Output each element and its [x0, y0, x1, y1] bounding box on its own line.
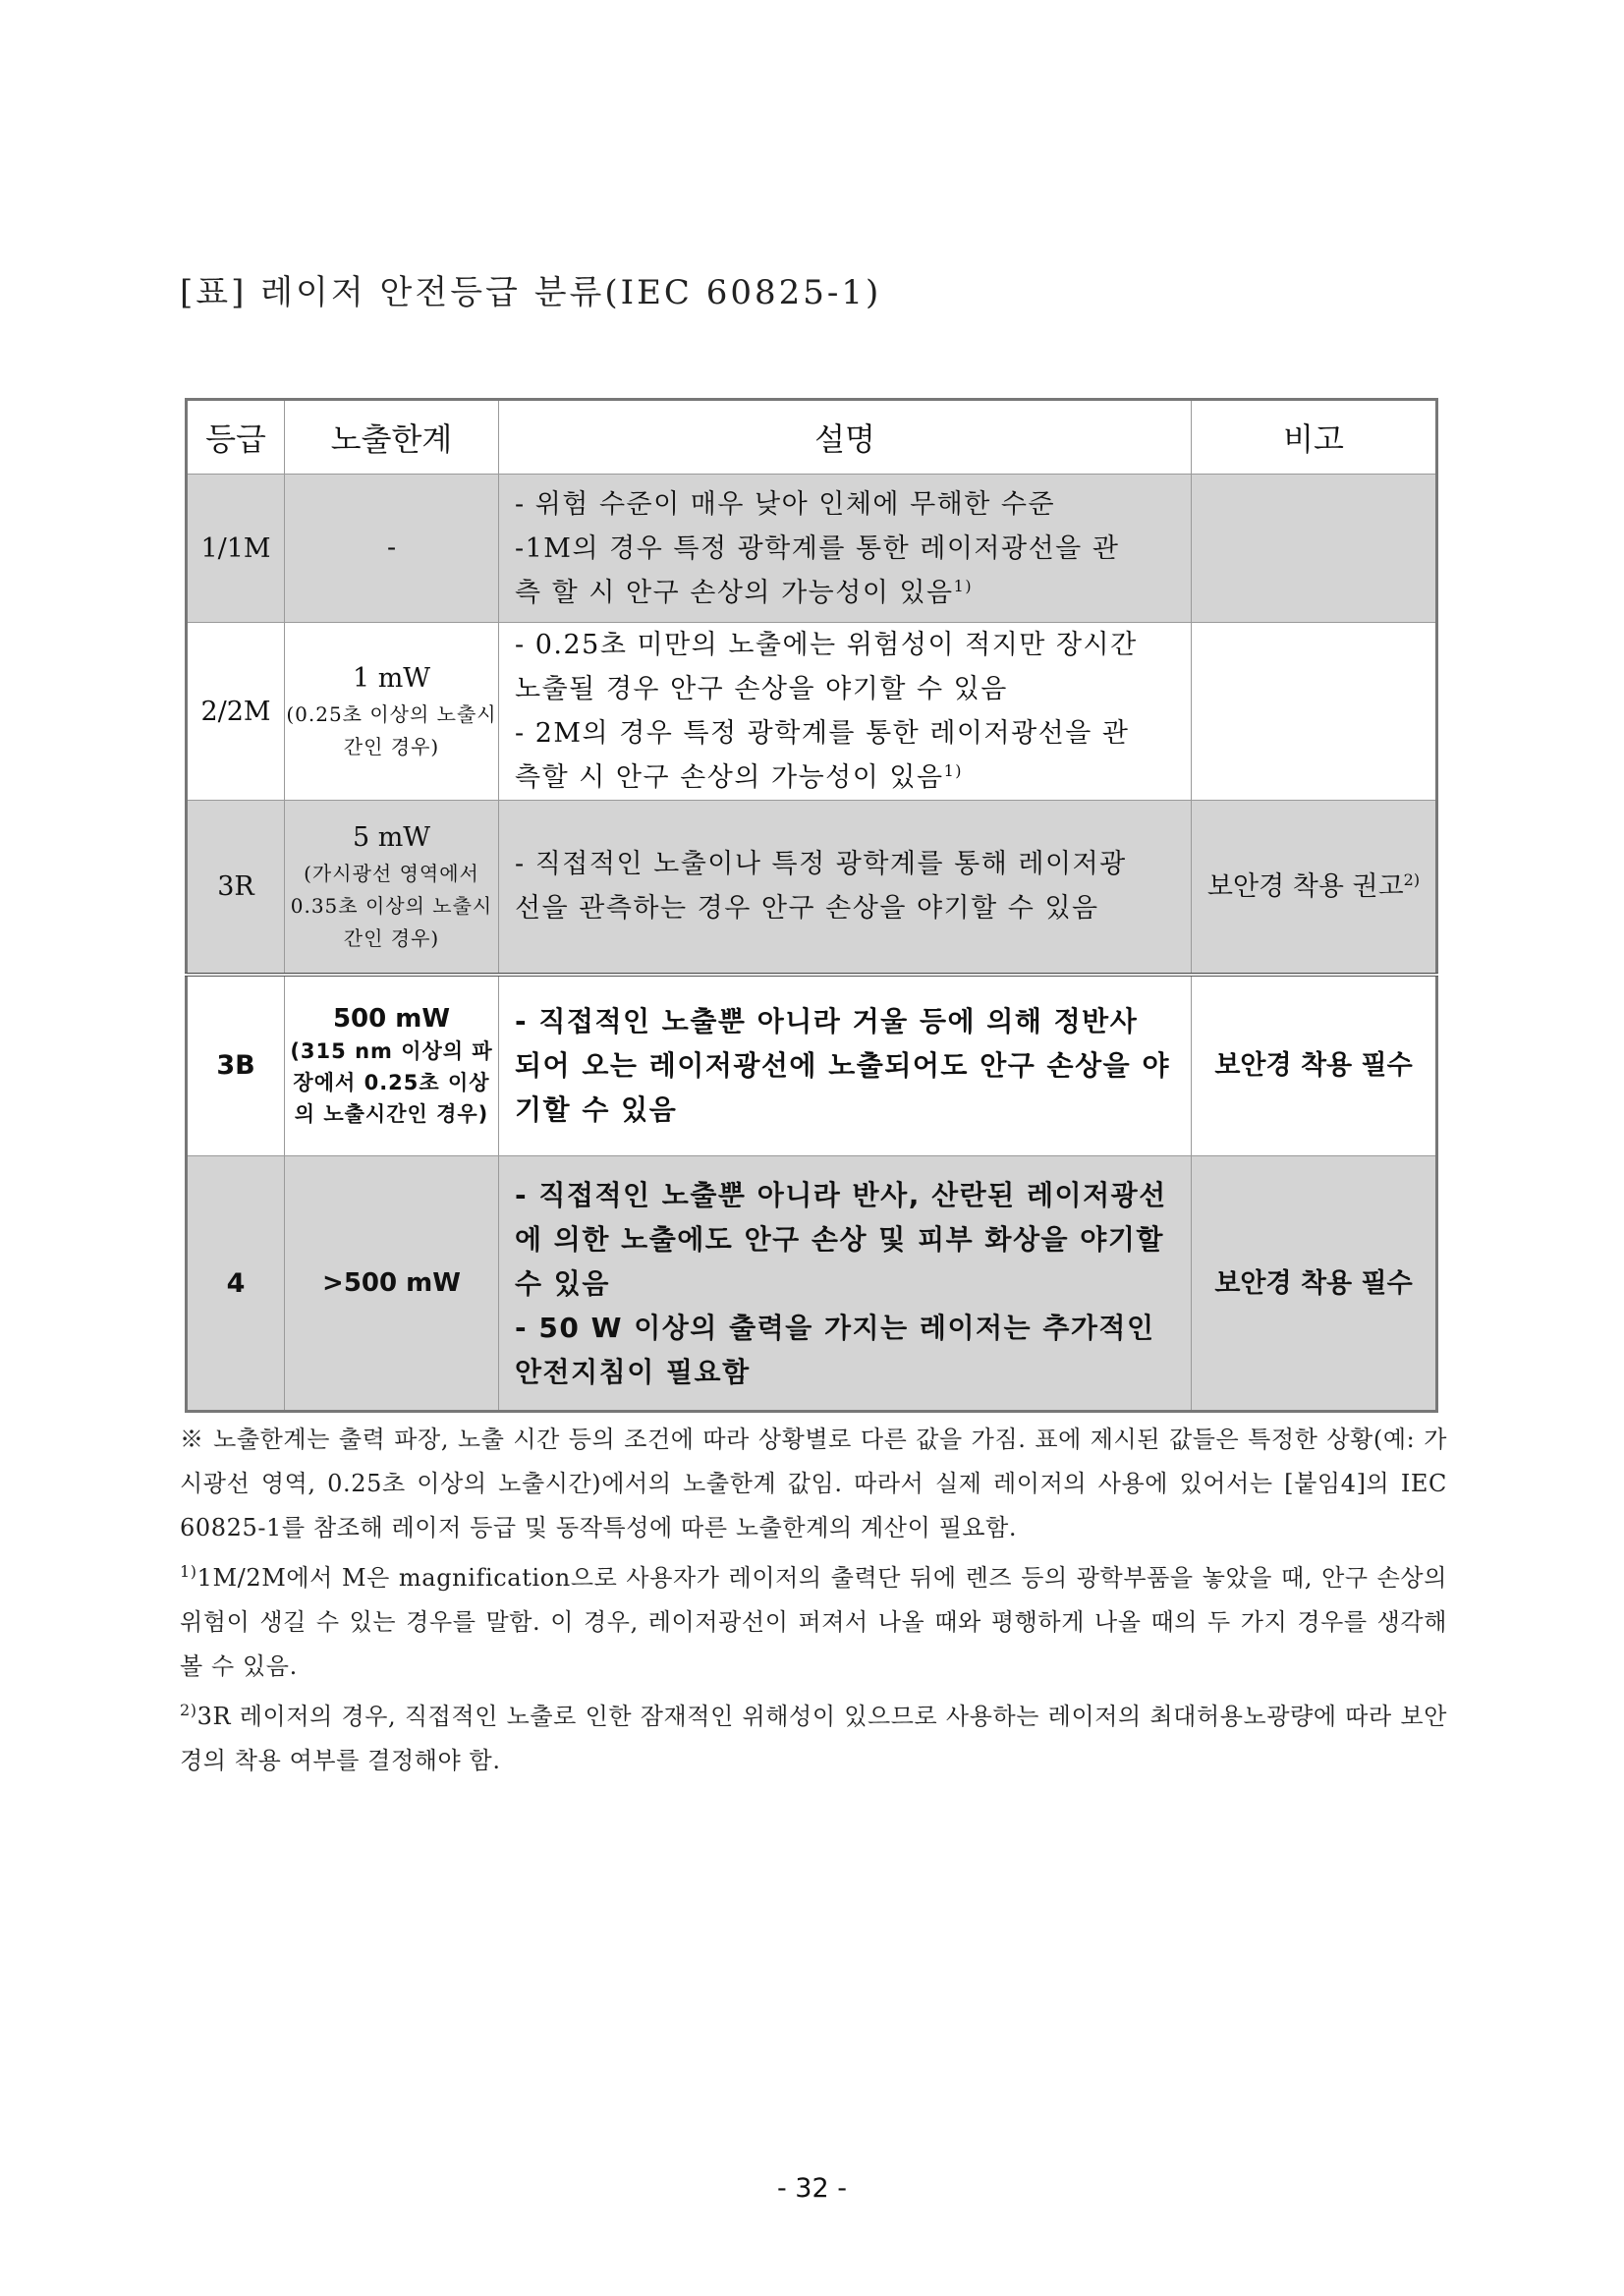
cell-note: 보안경 착용 필수: [1192, 975, 1437, 1156]
page-number: - 32 -: [776, 2173, 847, 2204]
table-notes: [180, 1418, 1447, 1789]
cell-grade: 3R: [187, 801, 285, 975]
cell-limit: [285, 475, 499, 623]
desc-line: - 2M의 경우 특정 광학계를 통한 레이저광선을 관: [515, 718, 1130, 749]
desc-line: - 직접적인 노출이나 특정 광학계를 통해 레이저광: [515, 849, 1127, 880]
page-title: [표] 레이저 안전등급 분류(IEC 60825-1): [180, 273, 882, 312]
cell-desc: [499, 975, 1192, 1156]
desc-line: 되어 오는 레이저광선에 노출되어도 안구 손상을 야: [515, 1049, 1170, 1083]
desc-line: 측할 시 안구 손상의 가능성이 있음$^{1)}$: [515, 761, 963, 793]
cell-limit: [285, 1156, 499, 1412]
desc-line: 기할 수 있음: [515, 1093, 678, 1127]
desc-line: - 50 W 이상의 출력을 가지는 레이저는 추가적인: [515, 1311, 1155, 1344]
footnote-1-text: 1M/2M에서 M은 magnification으로 사용자가 레이저의 출력단 뒤에 렌즈 등의 광학부품을 놓았을 때, 안구 손상의 위험이 생길 수 있는 경우를 말함. 이 경우, 레이저광선이 퍼져서 나올 때와 평행하게 나올 때의 두 가지 경우를 생각해 볼 수 있음.: [180, 1564, 1447, 1680]
desc-line: 선을 관측하는 경우 안구 손상을 야기할 수 있음: [515, 893, 1099, 924]
footnote-ref: 1): [943, 761, 963, 780]
table-row: [187, 801, 1437, 975]
cell-limit: [285, 975, 499, 1156]
footnote-1: [180, 1556, 1447, 1689]
cell-grade: 2/2M: [187, 623, 285, 801]
desc-line: 측 할 시 안구 손상의 가능성이 있음$^{1)}$: [515, 576, 974, 608]
limit-value: >500 mW: [322, 1268, 461, 1298]
cell-note: [1192, 623, 1437, 801]
cell-grade: 1/1M: [187, 475, 285, 623]
header-limit: 노출한계: [285, 400, 499, 475]
cell-grade: 4: [187, 1156, 285, 1412]
cell-limit: [285, 623, 499, 801]
cell-desc: [499, 623, 1192, 801]
desc-line: - 직접적인 노출뿐 아니라 반사, 산란된 레이저광선: [515, 1178, 1167, 1211]
limit-value: 500 mW: [332, 1003, 451, 1034]
limit-condition: (315 nm 이상의 파장에서 0.25초 이상의 노출시간인 경우): [290, 1038, 493, 1126]
desc-line: - 직접적인 노출뿐 아니라 거울 등에 의해 정반사: [515, 1005, 1139, 1038]
footnote-mark: 2): [180, 1701, 197, 1719]
cell-note: 보안경 착용 권고$^{2)}$: [1192, 801, 1437, 975]
footnote-2: [180, 1695, 1447, 1783]
cell-note: [1192, 475, 1437, 623]
footnote-ref: 2): [1403, 869, 1421, 889]
footnote-2-text: 3R 레이저의 경우, 직접적인 노출로 인한 잠재적인 위해성이 있으므로 사용하는 레이저의 최대허용노광량에 따라 보안경의 착용 여부를 결정해야 함.: [180, 1703, 1447, 1774]
cell-desc: [499, 801, 1192, 975]
limit-value: 5 mW: [352, 821, 431, 853]
note-main: ※ 노출한계는 출력 파장, 노출 시간 등의 조건에 따라 상황별로 다른 값을 가짐. 표에 제시된 값들은 특정한 상황(예: 가시광선 영역, 0.25초 이상의 노출시간)에서의 노출한계 값임. 따라서 실제 레이저의 사용에 있어서는 [붙임4]의 IEC 60825-1를 참조해 레이저 등급 및 동작특성에 따른 노출한계의 계산이 필요함.: [180, 1426, 1447, 1541]
desc-line: 노출될 경우 안구 손상을 야기할 수 있음: [515, 674, 1008, 704]
desc-line: 수 있음: [515, 1266, 610, 1300]
laser-safety-class-table: [185, 398, 1438, 1413]
desc-line: - 위험 수준이 매우 낮아 인체에 무해한 수준: [515, 488, 1056, 520]
table-header-row: [187, 400, 1437, 475]
table-row: [187, 975, 1437, 1156]
limit-value: 1 mW: [352, 663, 431, 694]
cell-desc: [499, 1156, 1192, 1412]
desc-line: 안전지침이 필요함: [515, 1355, 751, 1388]
limit-condition: (0.25초 이상의 노출시간인 경우): [286, 702, 497, 758]
table-row: [187, 623, 1437, 801]
footnote-ref: 1): [953, 576, 974, 595]
header-desc: 설명: [499, 400, 1192, 475]
table-row: [187, 475, 1437, 623]
header-grade: 등급: [187, 400, 285, 475]
desc-line: -1M의 경우 특정 광학계를 통한 레이저광선을 관: [515, 532, 1120, 564]
cell-grade: 3B: [187, 975, 285, 1156]
limit-condition: (가시광선 영역에서 0.35초 이상의 노출시간인 경우): [290, 861, 493, 950]
footnote-mark: 1): [180, 1562, 197, 1581]
table-row: [187, 1156, 1437, 1412]
cell-desc: [499, 475, 1192, 623]
cell-limit: [285, 801, 499, 975]
cell-note: 보안경 착용 필수: [1192, 1156, 1437, 1412]
header-note: 비고: [1192, 400, 1437, 475]
desc-line: 에 의한 노출에도 안구 손상 및 피부 화상을 야기할: [515, 1222, 1164, 1256]
desc-line: - 0.25초 미만의 노출에는 위험성이 적지만 장시간: [515, 630, 1138, 660]
limit-value: -: [386, 532, 397, 563]
